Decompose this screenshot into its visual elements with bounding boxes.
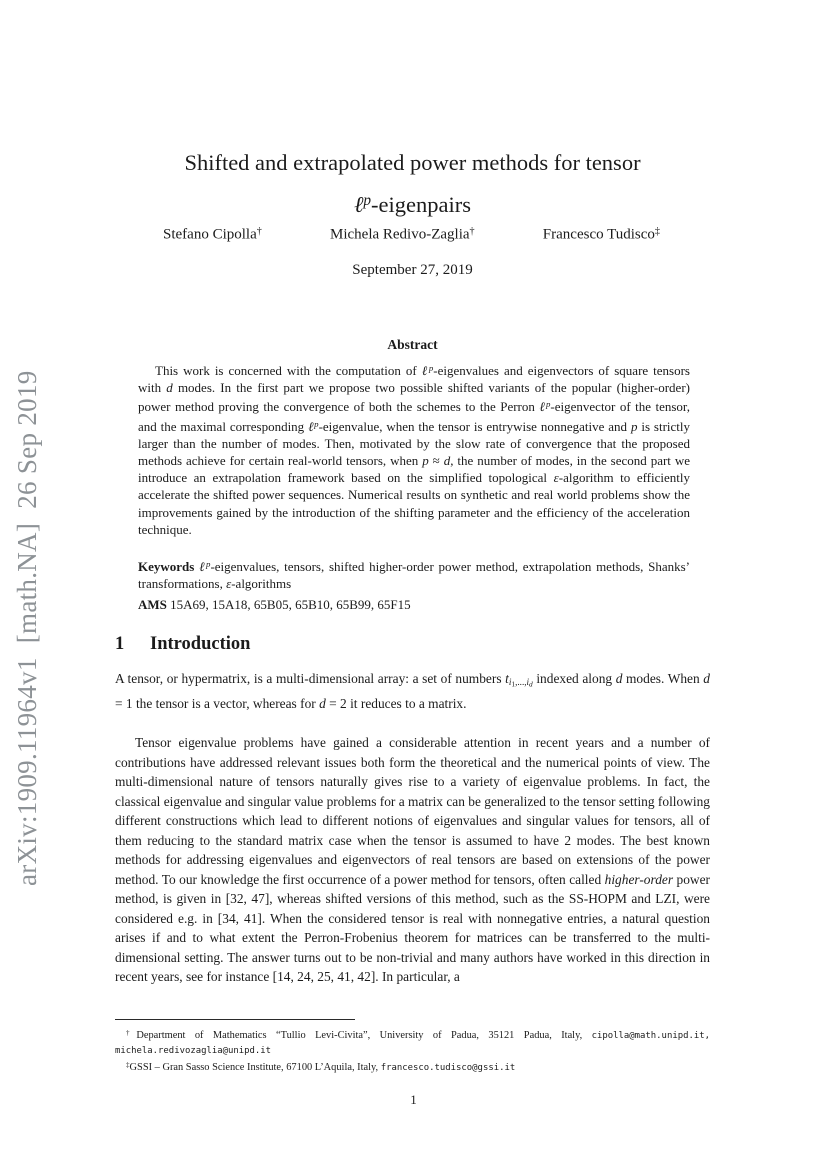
intro-paragraph-1: A tensor, or hypermatrix, is a multi-dimensional array: a set of numbers $ti_1,...,i_d$ indexed along d modes. When d = 1 the tensor is a vector, whereas for d = 2 it reduces to a matrix. xyxy=(115,671,710,711)
page-number: 1 xyxy=(410,1092,417,1107)
author-1 xyxy=(163,226,262,244)
author-footnote-mark: † xyxy=(469,226,475,237)
author-3 xyxy=(543,226,660,244)
author-footnote-mark: ‡ xyxy=(654,226,660,237)
footnotes-block xyxy=(115,1019,710,1076)
paper-date: September 27, 2019 xyxy=(352,262,473,278)
author-list xyxy=(163,226,660,244)
section-number: 1 xyxy=(115,634,125,654)
ams-codes: 15A69, 15A18, 65B05, 65B10, 65B99, 65F15 xyxy=(170,597,411,612)
abstract-text: This work is concerned with the computation of ℓ$^p$-eigenvalues and eigenvectors of square tensors with d modes. In the first part we propose two possible shifted variants of the popular (higher-order) power method proving the convergence of both the schemes to the Perron ℓ$^p$-eigenvector of the tensor, and the maximal corresponding ℓ$^p$-eigenvalue, when the tensor is entrywise nonnegative and p is strictly larger than the number of modes. Then, motivated by the slow rate of convergence that the proposed methods achieve for certain real-world tensors, when p ≈ d, the number of modes, in the second part we introduce an extrapolation framework based on the simplified topological ε-algorithm to efficiently accelerate the shifted power sequences. Numerical results on synthetic and real world problems show the improvements gained by the introduction of the shifting parameter and the efficiency of the acceleration technique. xyxy=(138,362,690,537)
footnote-double-dagger: ‡GSSI – Gran Sasso Science Institute, 67100 L’Aquila, Italy, francesco.tudisco@gssi.it xyxy=(126,1061,516,1074)
author-name: Michela Redivo-Zaglia xyxy=(330,226,470,243)
keywords-line xyxy=(138,556,690,592)
keywords-label: Keywords xyxy=(138,558,195,574)
section-heading-introduction xyxy=(115,634,710,655)
section-title: Introduction xyxy=(150,634,251,654)
intro-paragraph-2: Tensor eigenvalue problems have gained a considerable attention in recent years and a number of contributions have addressed relevant issues both form the theoretical and the numerical points of view. The multi-dimensional nature of tensors naturally gives rise to a variety of eigenvalue problems. In fact, the classical eigenvalue and singular value problems for a matrix can be generalized to the tensor setting following different constructions which lead to different notions of eigenvalues and singular values for tensors, all of them reducing to the standard matrix case when the tensor is assumed to have 2 modes. The best known methods for addressing eigenvalues and eigenvectors of real tensors are based on extensions of the power method. To our knowledge the first occurrence of a power method for tensors, often called higher-order power method, is given in [32, 47], whereas shifted versions of this method, such as the SS-HOPM and LZI, were considered e.g. in [34, 41]. When the considered tensor is real with nonnegative entries, a natural question arises if and to what extent the Perron-Frobenius theorem for matrices can be transferred to the multi-dimensional setting. The answer turns out to be non-trivial and many authors have worked in this direction in recent years, see for instance [14, 24, 25, 41, 42]. In particular, a xyxy=(115,735,710,984)
keywords-text: ℓ$^p$-eigenvalues, tensors, shifted higher-order power method, extrapolation methods, Shanks’ transformations, ε-algorithms xyxy=(138,558,691,592)
author-2 xyxy=(330,226,475,244)
author-footnote-mark: † xyxy=(256,226,262,237)
author-name: Stefano Cipolla xyxy=(163,226,257,243)
footnote-dagger: †Department of Mathematics “Tullio Levi-Civita”, University of Padua, 35121 Padua, Italy, cipolla@math.unipd.it, michela.redivozaglia@unipd.it xyxy=(115,1029,710,1056)
title-line-1: Shifted and extrapolated power methods for tensor xyxy=(184,150,641,175)
title-line-2: ℓ$^p$-eigenpairs xyxy=(354,191,471,217)
abstract-heading: Abstract xyxy=(387,337,438,352)
arxiv-watermark: arXiv:1909.11964v1 [math.NA] 26 Sep 2019 xyxy=(12,370,42,886)
footnote-rule xyxy=(115,1019,355,1020)
author-name: Francesco Tudisco xyxy=(542,226,655,243)
ams-line xyxy=(138,596,690,613)
ams-label: AMS xyxy=(138,597,167,612)
paper-title xyxy=(115,144,710,224)
